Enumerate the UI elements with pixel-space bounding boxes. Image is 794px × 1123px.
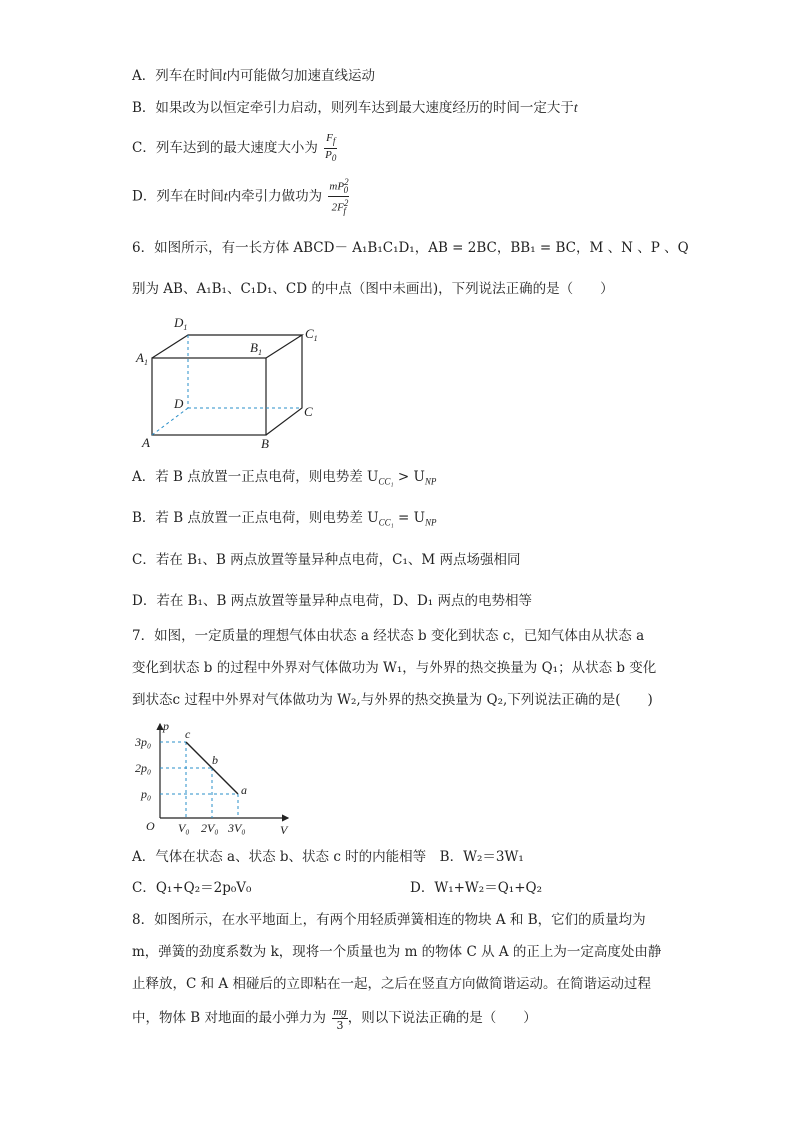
q5-d-var: t (223, 188, 228, 204)
tick-v0: V₀ (178, 821, 190, 835)
q8-stem-line1: 8．如图所示，在水平地面上，有两个用轻质弹簧相连的物块 A 和 B，它们的质量均为 (132, 912, 646, 928)
origin-label: O (146, 819, 155, 833)
q6-option-c: C．若在 B₁、B 两点放置等量异种点电荷，C₁、M 两点场强相同 (132, 552, 521, 568)
q5-d-text-mid: 内牵引力做功为 (227, 188, 323, 205)
state-c-label: c (185, 727, 191, 741)
label-a: A (142, 435, 150, 450)
q8-stem-line3: 止释放，C 和 A 相碰后的立即粘在一起，之后在竖直方向做简谐运动。在简谐运动过程 (132, 976, 651, 992)
q6-option-b: B．若 B 点放置一正点电荷，则电势差 $U_{CC_1} = U_{NP}$ (132, 510, 437, 528)
q5-option-b (132, 98, 578, 118)
tick-2p0: 2p₀ (135, 761, 152, 775)
q7-stem-line3: 到状态c 过程中外界对气体做功为 W₂,与外界的热交换量为 Q₂,下列说法正确的是( ) (132, 692, 653, 708)
state-b-label: b (212, 753, 218, 767)
p-axis-label: p (163, 719, 169, 733)
top-face (152, 335, 302, 358)
q5-a-text-end: 内可能做匀加速直线运动 (226, 68, 376, 84)
q8-stem-line2: m，弹簧的劲度系数为 k，现将一个质量也为 m 的物体 C 从 A 的正上为一定高度处由静 (132, 944, 662, 960)
q5-d-fraction: $\frac{mP^2_0}{2F^2_f}$ (329, 177, 349, 216)
label-c: C (304, 404, 313, 419)
label-d: D (174, 396, 184, 411)
state-a-label: a (241, 783, 247, 797)
q5-a-text: A．列车在时间 (132, 68, 223, 84)
label-b1: $B_1$ (250, 340, 262, 357)
q5-b-text: B．如果改为以恒定牵引力启动，则列车达到最大速度经历的时间一定大于 (132, 100, 574, 116)
q5-d-text: D．列车在时间 (132, 188, 224, 205)
q7-stem-line2: 变化到状态 b 的过程中外界对气体做功为 W₁，与外界的热交换量为 Q₁；从状态 b 变化 (132, 660, 657, 676)
v-axis-label: V (280, 823, 288, 837)
q5-option-c (132, 130, 337, 166)
q7-option-c: C．Q₁+Q₂＝2p₀V₀ (132, 880, 252, 896)
right-face (266, 335, 302, 435)
q6-stem-line1: 6．如图所示，有一长方体 ABCD－ A₁B₁C₁D₁，AB = 2BC，BB₁ = BC，M 、N 、P 、Q (132, 240, 689, 256)
front-face (152, 358, 266, 435)
q7-option-ab: A．气体在状态 a、状态 b、状态 c 时的内能相等 B．W₂＝3W₁ (132, 849, 524, 865)
q5-c-fraction: $\frac{F_f}{P_0}$ (325, 132, 337, 163)
q5-option-d (132, 176, 349, 218)
q7-stem-line1: 7．如图，一定质量的理想气体由状态 a 经状态 b 变化到状态 c，已知气体由从状态 a (132, 628, 645, 644)
label-c1: $C_1$ (305, 326, 318, 343)
tick-2v0: 2V₀ (201, 821, 219, 835)
q8-fraction: $\frac{mg}{3}$ (333, 1005, 347, 1032)
q7-option-d: D．W₁+W₂＝Q₁+Q₂ (410, 880, 542, 896)
hidden-edge-da (152, 408, 188, 435)
q8-stem-line4: 中，物体 B 对地面的最小弹力为 $\frac{mg}{3}$ ，则以下说法正确的是（ ） (132, 1005, 537, 1032)
q7-pv-graph (130, 718, 300, 840)
label-a1: $A_1$ (136, 350, 148, 367)
tick-3v0: 3V₀ (228, 821, 246, 835)
q5-a-var: t (222, 68, 227, 83)
tick-p0: p₀ (141, 787, 152, 801)
q5-c-text: C．列车达到的最大速度大小为 (132, 140, 318, 156)
tick-3p0: 3p₀ (135, 735, 152, 749)
q6-option-d: D．若在 B₁、B 两点放置等量异种点电荷，D、D₁ 两点的电势相等 (132, 593, 533, 609)
q5-b-var: t (573, 100, 578, 115)
q5-option-a (132, 66, 375, 86)
q6-option-a: A．若 B 点放置一正点电荷，则电势差 $U_{CC_1} > U_{NP}$ (132, 469, 437, 487)
label-b: B (261, 436, 269, 451)
q6-stem-line2: 别为 AB、A₁B₁、C₁D₁、CD 的中点（图中未画出)，下列说法正确的是（ ） (132, 281, 614, 297)
q6-cuboid-figure (130, 310, 330, 455)
label-d1: $D_1$ (174, 315, 188, 332)
